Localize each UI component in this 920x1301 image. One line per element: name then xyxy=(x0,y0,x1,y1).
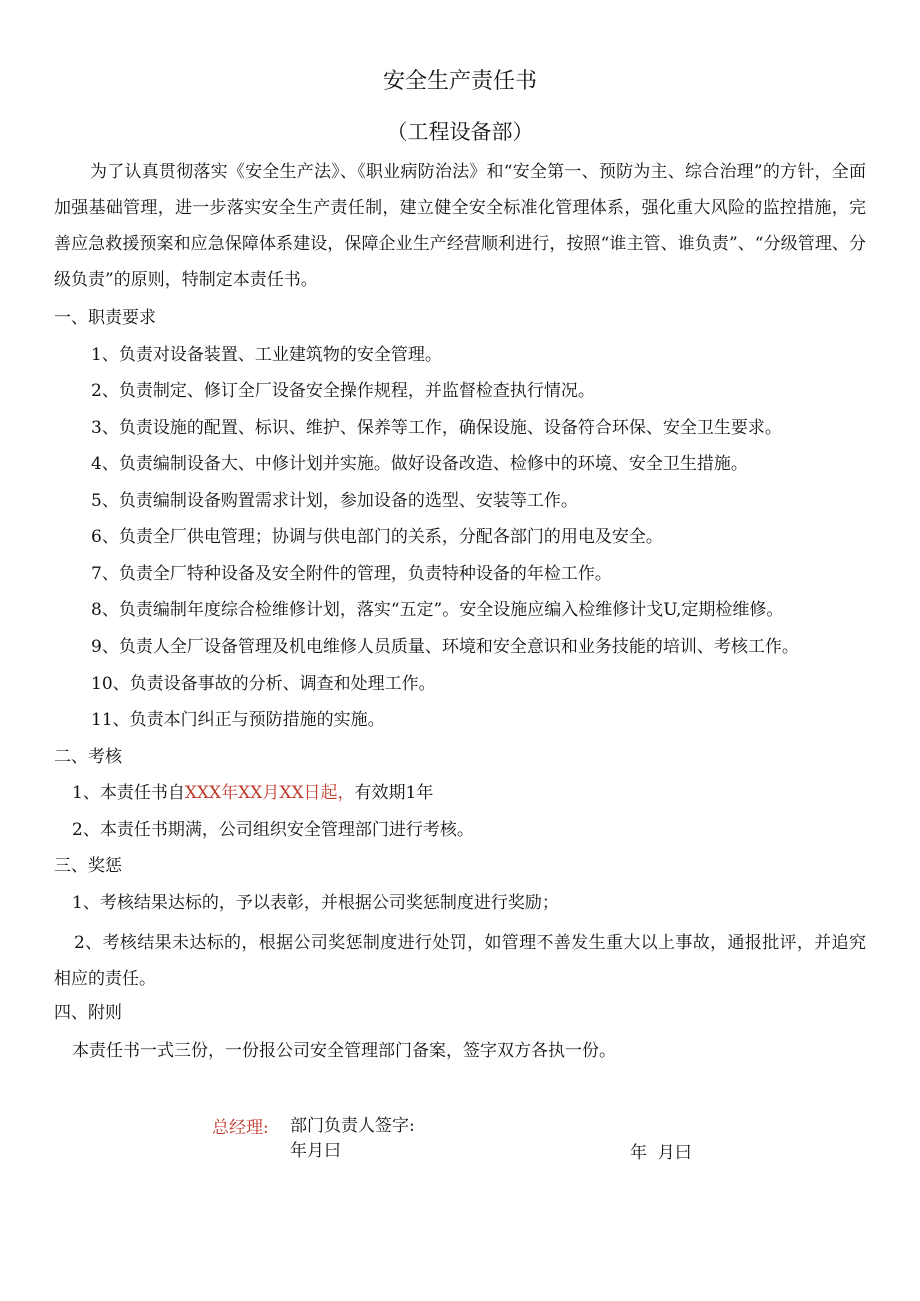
appendix-text: 本责任书一式三份，一份报公司安全管理部门备案，签字双方各执一份。 xyxy=(72,1041,616,1061)
assessment-item: 2、本责任书期满，公司组织安全管理部门进行考核。 xyxy=(72,820,474,840)
section-heading-assessment: 二、考核 xyxy=(54,747,122,767)
duty-item: 5、负责编制设备购置需求计划，参加设备的选型、安装等工作。 xyxy=(91,491,578,511)
duty-item: 8、负责编制年度综合检维修计划，落实“五定”。安全设施应编入检维修计戈U,定期检维修。 xyxy=(91,600,784,620)
date-right: 年 月曰 xyxy=(630,1143,692,1163)
assessment-item-prefix: 1、本责任书自 xyxy=(72,783,185,803)
section-heading-duties: 一、职责要求 xyxy=(54,308,156,328)
intro-paragraph: 为了认真贯彻落实《安全生产法》、《职业病防治法》和“安全第一、预防为主、综合治理”的方针，全面加强基础管理，进一步落实安全生产责任制，建立健全安全标准化管理体系，强化重大风险的监控措施，完善应急救援预案和应急保障体系建设，保障企业生产经营顺利进行，按照“谁主管、谁负责”、“分级管理、分级负责”的原则，特制定本责任书。 xyxy=(54,162,866,290)
section-heading-appendix: 四、附则 xyxy=(54,1003,122,1023)
duty-item: 11、负责本门纠正与预防措施的实施。 xyxy=(91,710,385,730)
duty-item: 2、负责制定、修订全厂设备安全操作规程，并监督检查执行情况。 xyxy=(91,381,595,401)
duty-item: 9、负责人全厂设备管理及机电维修人员质量、环境和安全意识和业务技能的培训、考核工作。 xyxy=(91,637,799,657)
duty-item: 1、负责对设备装置、工业建筑物的安全管理。 xyxy=(91,345,442,365)
document-title: 安全生产责任书 xyxy=(382,69,537,94)
section-heading-rewards: 三、奖惩 xyxy=(54,856,122,876)
duty-item: 7、负责全厂特种设备及安全附件的管理，负责特种设备的年检工作。 xyxy=(91,564,612,584)
assessment-item-suffix: 有效期1年 xyxy=(354,783,434,803)
date-left: 年月曰 xyxy=(290,1141,341,1161)
document-subtitle: （工程设备部） xyxy=(386,120,534,144)
assessment-item-validity xyxy=(72,782,433,804)
rewards-item-penalty: 2、考核结果未达标的，根据公司奖惩制度进行处罚，如管理不善发生重大以上事故，通报批评，并追究相应的责任。 xyxy=(54,933,866,989)
rewards-item: 1、考核结果达标的，予以表彰，并根据公司奖惩制度进行奖励； xyxy=(72,893,559,913)
validity-date-placeholder: XXX年XX月XX日起， xyxy=(184,783,355,803)
duty-item: 4、负责编制设备大、中修计划并实施。做好设备改造、检修中的环境、安全卫生措施。 xyxy=(91,454,748,474)
duty-item: 3、负责设施的配置、标识、维护、保养等工作，确保设施、设备符合环保、安全卫生要求。 xyxy=(91,418,782,438)
general-manager-signature-label: 总经理: xyxy=(212,1118,269,1138)
dept-head-signature-label: 部门负责人签字: xyxy=(290,1116,415,1136)
duty-item: 6、负责全厂供电管理；协调与供电部门的关系，分配各部门的用电及安全。 xyxy=(91,527,663,547)
duty-item: 10、负责设备事故的分析、调查和处理工作。 xyxy=(91,674,436,694)
